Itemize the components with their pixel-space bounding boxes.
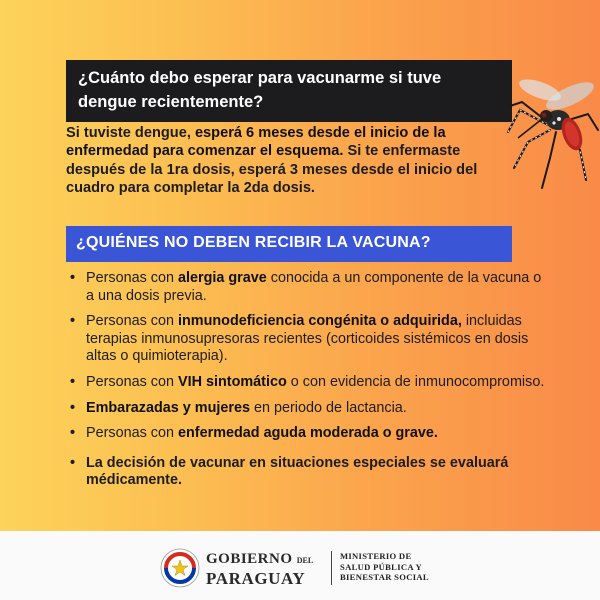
question-header <box>66 60 512 122</box>
ministry-line: MINISTERIO DE <box>340 551 412 561</box>
list-item <box>70 313 550 366</box>
item-bold-text: inmunodeficiencia congénita o adquirida, <box>178 313 462 330</box>
list-item <box>70 374 550 392</box>
mosquito-illustration <box>500 70 600 190</box>
contraindications-list <box>70 270 550 498</box>
item-bold-text: VIH sintomático <box>178 373 287 390</box>
ministry-line: BIENESTAR SOCIAL <box>340 572 429 582</box>
item-text: en periodo de lactancia. <box>249 399 407 416</box>
item-text: Personas con <box>86 270 178 286</box>
item-text: Personas con <box>86 425 178 442</box>
ministry-line: SALUD PÚBLICA Y <box>340 561 423 572</box>
gobierno-paraguay-wordmark <box>206 551 313 588</box>
gob-small: DEL <box>296 556 314 565</box>
answer-part-2-bold: esperá 6 meses desde el inicio de la enfermedad para comenzar el esquema. <box>66 125 446 160</box>
list-item <box>70 425 550 443</box>
gob-line2: PARAGUAY <box>206 569 306 588</box>
who-not-header <box>66 226 512 262</box>
list-item <box>70 400 550 418</box>
answer-part-1: Si tuviste dengue, <box>66 125 195 141</box>
ministry-name <box>340 551 429 583</box>
list-item-note <box>70 455 550 490</box>
footer-divider <box>331 551 332 585</box>
item-text: o con evidencia de inmunocompromiso. <box>286 373 545 390</box>
list-item <box>70 270 550 305</box>
answer-part-3: Si te enfermaste después de la 1ra dosis, esperá 3 meses desde el inicio del cuadro para completar la 2da dosis. <box>66 143 478 196</box>
gob-line1: GOBIERNO <box>206 551 293 567</box>
question-title: ¿Cuánto debo esperar para vacunarme si tuve dengue recientemente? <box>78 69 442 111</box>
answer-text <box>66 124 512 197</box>
item-text: conocida a un componente de la vacuna o a una dosis previa. <box>86 270 542 304</box>
item-bold-text: enfermedad aguda moderada o grave. <box>178 425 438 442</box>
item-bold-text: Embarazadas y mujeres <box>86 399 250 416</box>
paraguay-seal-logo <box>160 548 200 588</box>
item-text: Personas con <box>86 313 178 330</box>
item-text: incluidas terapias inmunosupresoras recientes (corticoides sistémicos en dosis altas o quimioterapia). <box>86 313 529 365</box>
item-bold-text: alergia grave <box>178 270 267 286</box>
item-text: La decisión de vacunar en situaciones especiales se evaluará médicamente. <box>86 454 509 489</box>
who-not-title: ¿QUIÉNES NO DEBEN RECIBIR LA VACUNA? <box>76 234 431 251</box>
item-text: Personas con <box>86 373 178 390</box>
